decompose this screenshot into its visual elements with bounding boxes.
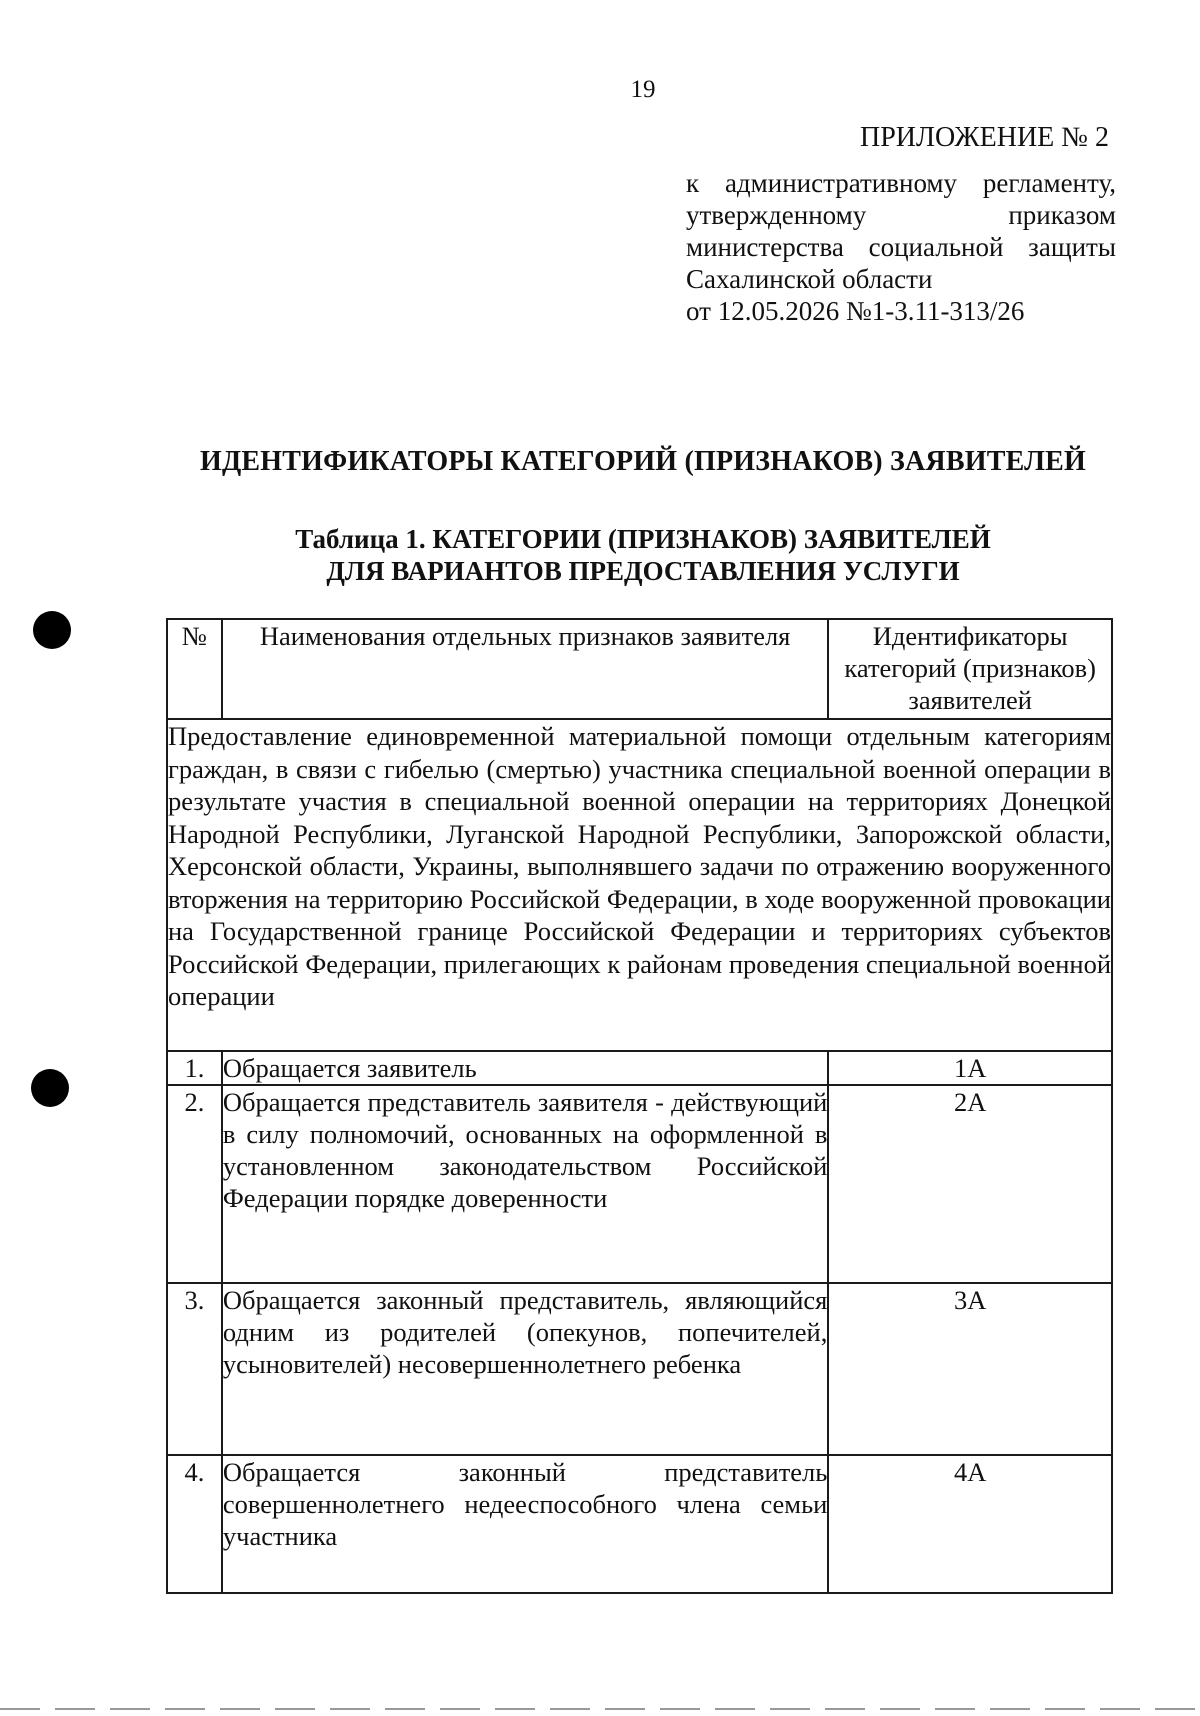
row-number: 1.	[167, 1051, 222, 1085]
scan-edge-artifact	[0, 1708, 1200, 1710]
appendix-note-line: Сахалинской области	[686, 264, 933, 294]
row-code: 2А	[828, 1085, 1112, 1283]
section-description: Предоставление единовременной материальной помощи отдельным категориям граждан, в связи с гибелью (смертью) участника специальной военной операции в результате участия в специальной военной операции на территориях Донецкой Народной Республики, Луганской Народной Республики, Запорожской области, Херсонской области, Украины, выполнявшего задачи по отражению вооруженного вторжения на территорию Российской Федерации, в ходе вооруженной провокации на Государственной границе Российской Федерации и территориях субъектов Российской Федерации, прилегающих к районам проведения специальной военной операции	[167, 719, 1112, 1051]
table-caption-line: ДЛЯ ВАРИАНТОВ ПРЕДОСТАВЛЕНИЯ УСЛУГИ	[326, 556, 960, 586]
document-heading: ИДЕНТИФИКАТОРЫ КАТЕГОРИЙ (ПРИЗНАКОВ) ЗАЯВИТЕЛЕЙ	[199, 446, 1087, 477]
header-id: Идентификаторы категорий (признаков) заявителей	[828, 619, 1112, 719]
row-code: 1А	[828, 1051, 1112, 1085]
row-code: 4А	[828, 1455, 1112, 1593]
table-section-row	[167, 719, 1112, 1051]
appendix-note-line: утвержденному приказом	[686, 200, 1116, 230]
row-number: 2.	[167, 1085, 222, 1283]
table-row	[167, 1455, 1112, 1593]
table-row	[167, 1085, 1112, 1283]
row-name: Обращается законный представитель совершеннолетнего недееспособного члена семьи участника	[222, 1455, 828, 1593]
table-row	[167, 1283, 1112, 1455]
row-number: 4.	[167, 1455, 222, 1593]
row-name: Обращается законный представитель, являющийся одним из родителей (опекунов, попечителей, усыновителей) несовершеннолетнего ребенка	[222, 1283, 828, 1455]
table-caption	[0, 523, 1200, 587]
binder-hole-mark	[31, 1069, 69, 1107]
row-name: Обращается заявитель	[222, 1051, 828, 1085]
table-caption-line: Таблица 1. КАТЕГОРИИ (ПРИЗНАКОВ) ЗАЯВИТЕЛЕЙ	[295, 524, 991, 554]
appendix-note	[686, 167, 1116, 327]
table-header-row	[167, 619, 1112, 719]
header-num: №	[167, 619, 222, 719]
binder-hole-mark	[33, 611, 71, 649]
table-row	[167, 1051, 1112, 1085]
row-number: 3.	[167, 1283, 222, 1455]
categories-table	[166, 618, 1113, 1594]
row-name: Обращается представитель заявителя - действующий в силу полномочий, основанных на оформленной в установленном законодательством Российской Федерации порядке доверенности	[222, 1085, 828, 1283]
appendix-note-line: от 12.05.2026 №1-3.11-313/26	[686, 296, 1025, 326]
row-code: 3А	[828, 1283, 1112, 1455]
appendix-note-line: министерства социальной защиты	[686, 232, 1116, 262]
header-name: Наименования отдельных признаков заявителя	[222, 619, 828, 719]
appendix-note-line: к административному регламенту,	[686, 168, 1116, 198]
appendix-title: ПРИЛОЖЕНИЕ № 2	[860, 122, 1109, 153]
page-number: 19	[630, 76, 656, 103]
